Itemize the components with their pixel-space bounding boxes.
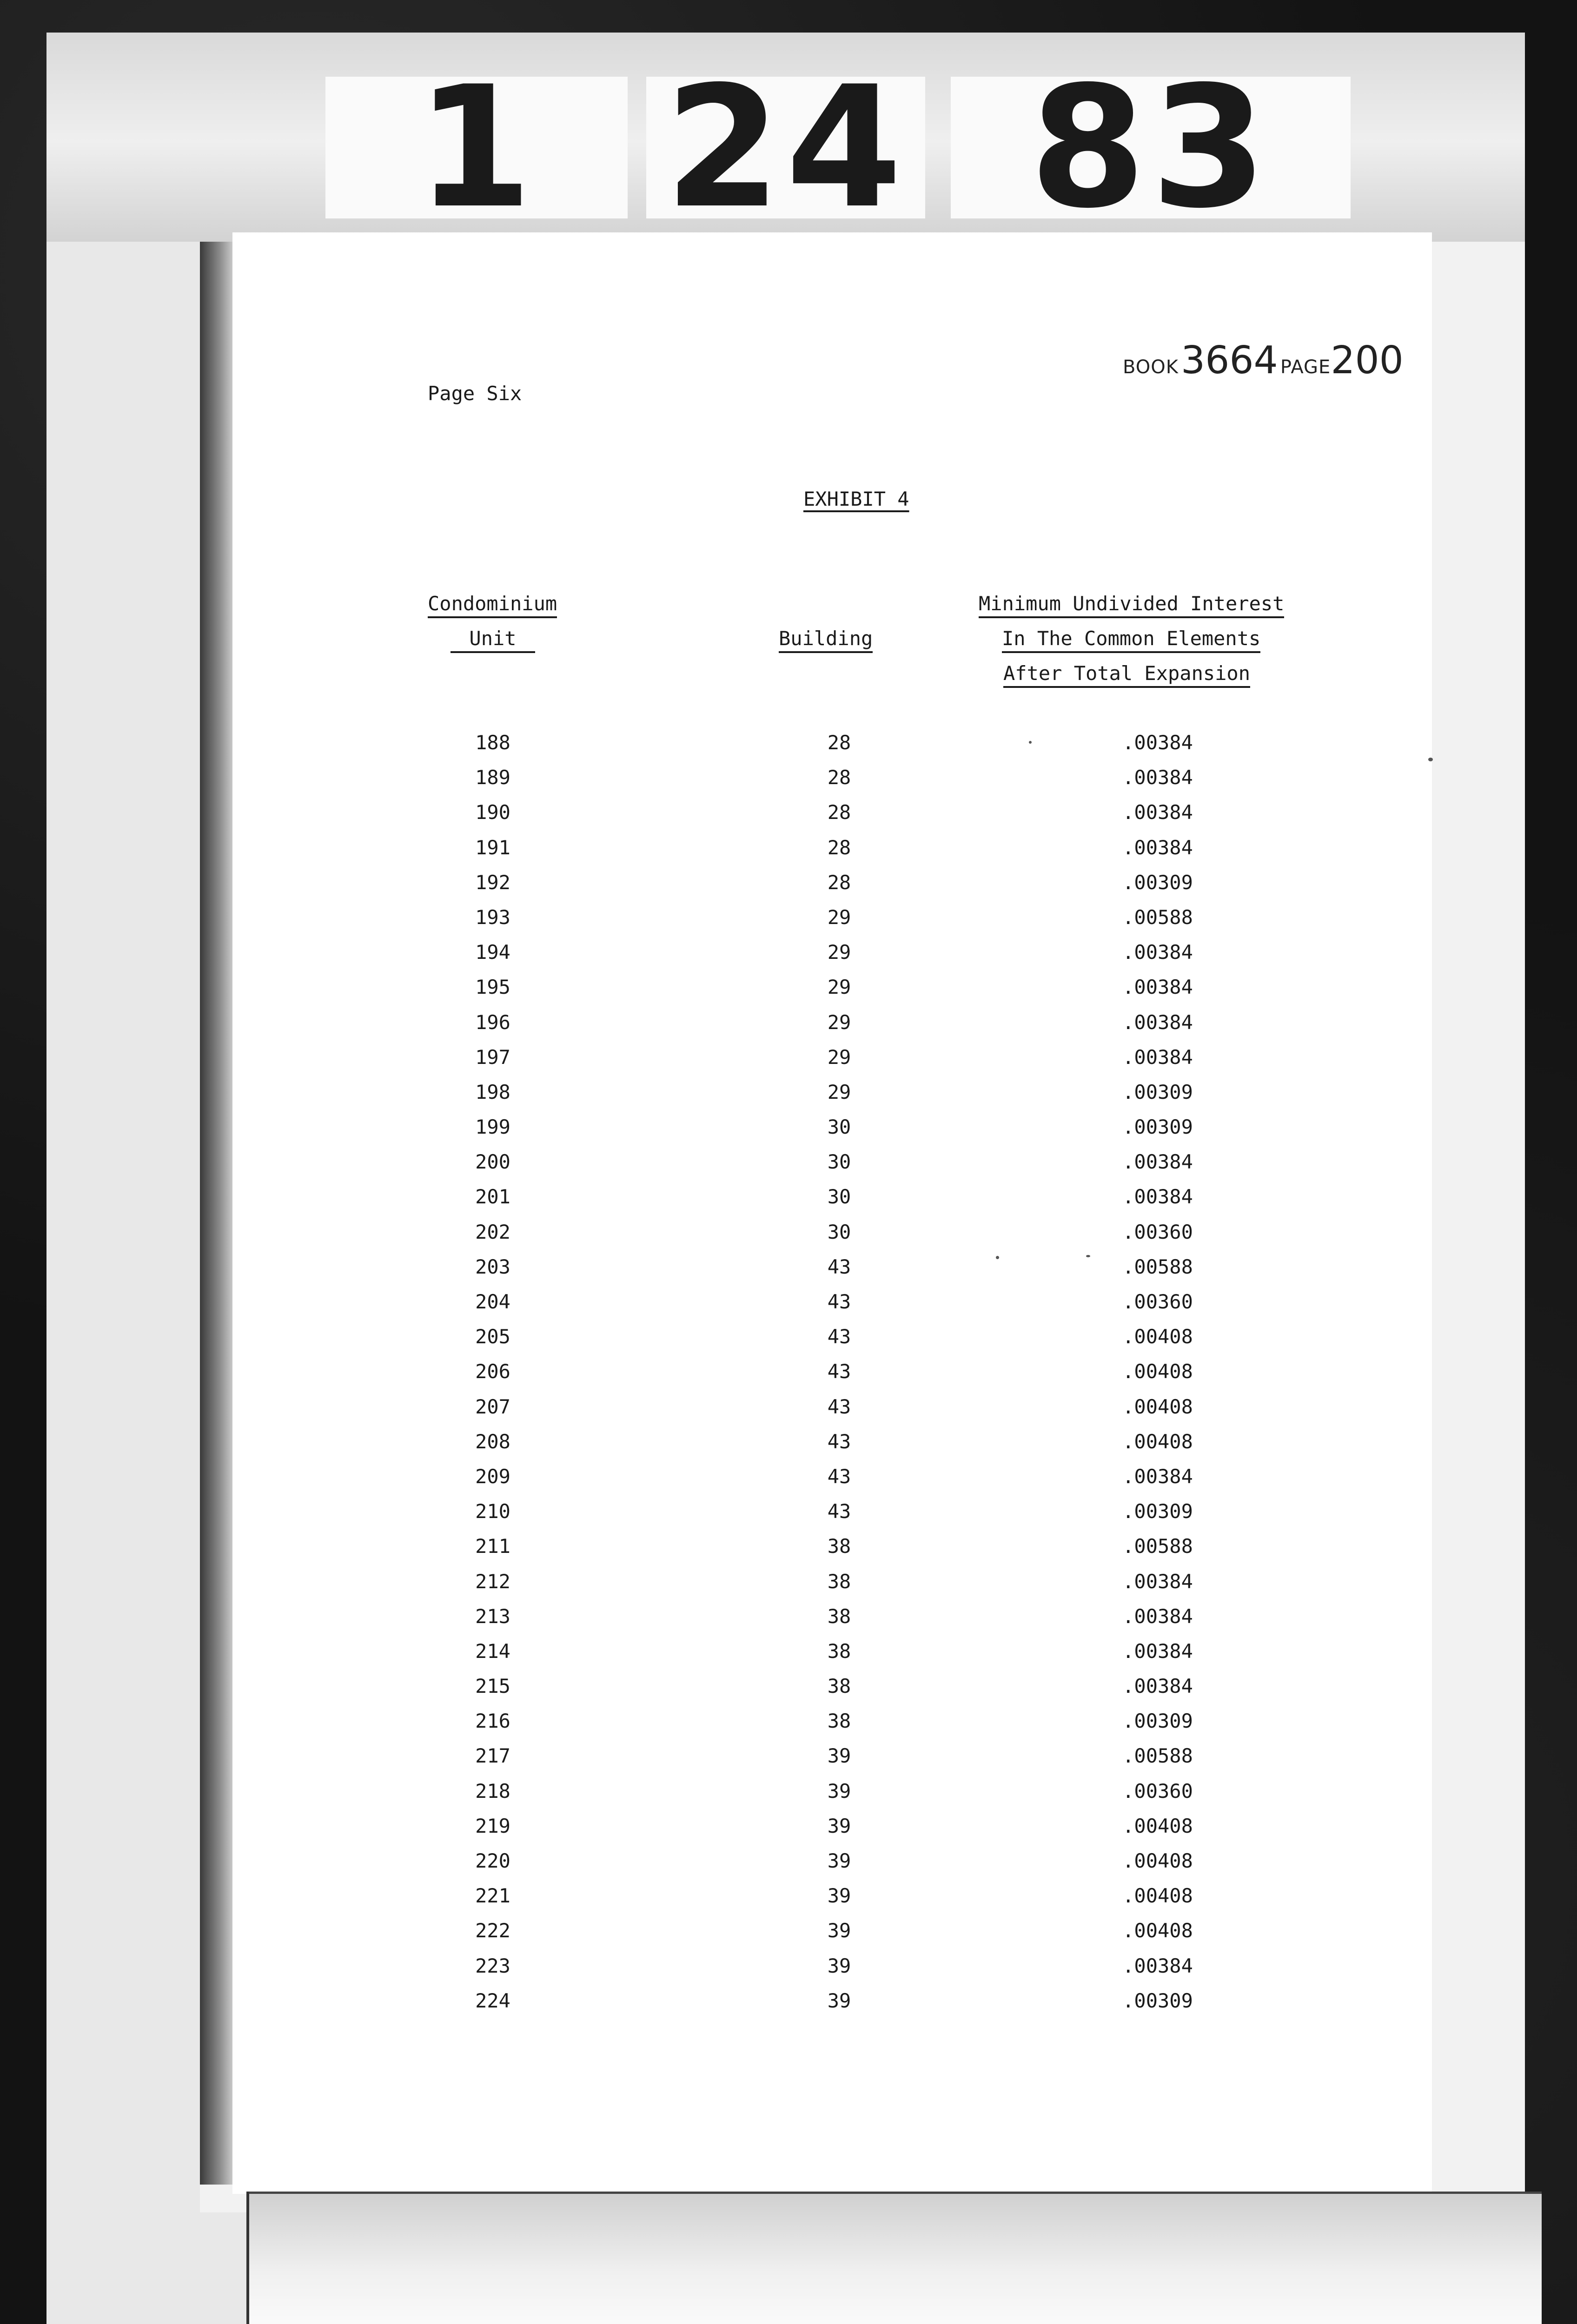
table-row <box>0 905 1577 943</box>
interest-cell: .00384 <box>1122 836 1193 859</box>
interest-cell: .00309 <box>1122 871 1193 894</box>
table-row <box>0 733 1577 768</box>
interest-cell: .00384 <box>1122 1045 1193 1069</box>
scan-speck <box>1029 741 1032 744</box>
unit-cell: 218 <box>475 1779 510 1802</box>
page-number: 200 <box>1331 338 1404 383</box>
table-row <box>0 1327 1577 1362</box>
building-cell: 28 <box>827 836 851 859</box>
book-label: BOOK <box>1123 357 1179 378</box>
building-cell: 39 <box>827 1989 851 2012</box>
table-row <box>0 1816 1577 1851</box>
building-cell: 39 <box>827 1954 851 1977</box>
frame-number-part-1: 1 <box>325 77 628 218</box>
header-interest-line2: In The Common Elements <box>1002 629 1260 653</box>
unit-cell: 222 <box>475 1919 510 1942</box>
book-number: 3664 <box>1181 338 1278 383</box>
unit-cell: 208 <box>475 1430 510 1453</box>
building-cell: 28 <box>827 731 851 754</box>
unit-cell: 191 <box>475 836 510 859</box>
unit-cell: 219 <box>475 1814 510 1837</box>
unit-cell: 217 <box>475 1744 510 1768</box>
header-unit-line1: Condominium <box>428 594 557 618</box>
building-cell: 39 <box>827 1884 851 1908</box>
interest-cell: .00360 <box>1122 1220 1193 1243</box>
unit-cell: 214 <box>475 1639 510 1663</box>
table-row <box>0 1956 1577 1991</box>
unit-cell: 201 <box>475 1185 510 1208</box>
table-row <box>0 1187 1577 1222</box>
exhibit-table-body <box>0 733 1577 2026</box>
table-row <box>0 1537 1577 1571</box>
unit-cell: 223 <box>475 1954 510 1977</box>
interest-cell: .00384 <box>1122 1150 1193 1174</box>
unit-cell: 207 <box>475 1395 510 1418</box>
building-cell: 43 <box>827 1500 851 1523</box>
table-row <box>0 1886 1577 1921</box>
interest-cell: .00408 <box>1122 1430 1193 1453</box>
building-cell: 30 <box>827 1185 851 1208</box>
building-cell: 38 <box>827 1604 851 1628</box>
building-cell: 29 <box>827 976 851 999</box>
unit-cell: 220 <box>475 1849 510 1872</box>
page-label: Page Six <box>428 382 522 405</box>
unit-cell: 210 <box>475 1500 510 1523</box>
table-row <box>0 1746 1577 1781</box>
interest-cell: .00309 <box>1122 1989 1193 2012</box>
table-row <box>0 1711 1577 1746</box>
unit-cell: 193 <box>475 905 510 929</box>
building-cell: 43 <box>827 1325 851 1348</box>
next-page-edge <box>246 2192 1542 2324</box>
header-interest-line3: After Total Expansion <box>1003 664 1250 688</box>
interest-cell: .00408 <box>1122 1919 1193 1942</box>
interest-cell: .00309 <box>1122 1500 1193 1523</box>
table-row <box>0 1257 1577 1292</box>
building-cell: 29 <box>827 941 851 964</box>
table-row <box>0 768 1577 803</box>
unit-cell: 224 <box>475 1989 510 2012</box>
interest-cell: .00384 <box>1122 1570 1193 1593</box>
building-cell: 38 <box>827 1535 851 1558</box>
table-row <box>0 1397 1577 1432</box>
table-row <box>0 1991 1577 2026</box>
interest-cell: .00384 <box>1122 1675 1193 1698</box>
interest-cell: .00384 <box>1122 976 1193 999</box>
unit-cell: 195 <box>475 976 510 999</box>
table-row <box>0 803 1577 838</box>
interest-cell: .00384 <box>1122 766 1193 789</box>
interest-cell: .00408 <box>1122 1395 1193 1418</box>
unit-cell: 199 <box>475 1116 510 1139</box>
building-cell: 43 <box>827 1395 851 1418</box>
interest-cell: .00384 <box>1122 1010 1193 1034</box>
table-row <box>0 1921 1577 1956</box>
building-cell: 39 <box>827 1849 851 1872</box>
unit-cell: 221 <box>475 1884 510 1908</box>
interest-cell: .00408 <box>1122 1884 1193 1908</box>
unit-cell: 203 <box>475 1255 510 1278</box>
unit-cell: 213 <box>475 1604 510 1628</box>
table-row <box>0 1432 1577 1467</box>
table-row <box>0 1292 1577 1327</box>
interest-cell: .00384 <box>1122 1604 1193 1628</box>
table-row <box>0 838 1577 873</box>
table-row <box>0 1639 1577 1677</box>
table-row <box>0 1677 1577 1711</box>
table-row <box>0 1362 1577 1397</box>
interest-cell: .00408 <box>1122 1849 1193 1872</box>
table-row <box>0 1222 1577 1257</box>
building-cell: 43 <box>827 1465 851 1488</box>
film-frame-strip <box>46 33 1525 251</box>
interest-cell: .00309 <box>1122 1710 1193 1733</box>
table-row <box>0 1152 1577 1187</box>
interest-cell: .00588 <box>1122 1255 1193 1278</box>
building-cell: 30 <box>827 1150 851 1174</box>
building-cell: 38 <box>827 1639 851 1663</box>
page-label-stamp: PAGE <box>1280 357 1331 378</box>
building-cell: 29 <box>827 1010 851 1034</box>
interest-cell: .00384 <box>1122 1639 1193 1663</box>
table-row <box>0 1779 1577 1816</box>
building-cell: 38 <box>827 1675 851 1698</box>
building-cell: 39 <box>827 1919 851 1942</box>
exhibit-title: EXHIBIT 4 <box>803 488 909 510</box>
frame-number-part-3: 83 <box>951 77 1351 218</box>
table-row <box>0 1572 1577 1607</box>
building-cell: 28 <box>827 766 851 789</box>
interest-cell: .00309 <box>1122 1080 1193 1103</box>
table-row <box>0 1045 1577 1083</box>
unit-cell: 216 <box>475 1710 510 1733</box>
interest-cell: .00588 <box>1122 1535 1193 1558</box>
table-row <box>0 873 1577 908</box>
interest-cell: .00588 <box>1122 1744 1193 1768</box>
unit-cell: 205 <box>475 1325 510 1348</box>
unit-cell: 200 <box>475 1150 510 1174</box>
unit-cell: 211 <box>475 1535 510 1558</box>
book-page-stamp <box>1123 338 1404 383</box>
building-cell: 43 <box>827 1290 851 1313</box>
unit-cell: 202 <box>475 1220 510 1243</box>
unit-cell: 204 <box>475 1290 510 1313</box>
building-cell: 43 <box>827 1255 851 1278</box>
building-cell: 43 <box>827 1430 851 1453</box>
unit-cell: 194 <box>475 941 510 964</box>
building-cell: 39 <box>827 1744 851 1768</box>
building-cell: 38 <box>827 1570 851 1593</box>
table-row <box>0 1604 1577 1642</box>
unit-cell: 188 <box>475 731 510 754</box>
building-cell: 29 <box>827 1080 851 1103</box>
table-row <box>0 1117 1577 1152</box>
interest-cell: .00360 <box>1122 1290 1193 1313</box>
header-building: Building <box>779 629 873 653</box>
unit-cell: 198 <box>475 1080 510 1103</box>
table-row <box>0 1851 1577 1886</box>
header-interest-line1: Minimum Undivided Interest <box>979 594 1284 618</box>
interest-cell: .00360 <box>1122 1779 1193 1802</box>
building-cell: 43 <box>827 1360 851 1383</box>
interest-cell: .00588 <box>1122 905 1193 929</box>
unit-cell: 215 <box>475 1675 510 1698</box>
table-row <box>0 1467 1577 1502</box>
building-cell: 39 <box>827 1779 851 1802</box>
table-row <box>0 1080 1577 1117</box>
unit-cell: 196 <box>475 1010 510 1034</box>
unit-cell: 197 <box>475 1045 510 1069</box>
building-cell: 29 <box>827 905 851 929</box>
table-row <box>0 1502 1577 1537</box>
frame-number-part-2: 24 <box>646 77 925 218</box>
interest-cell: .00384 <box>1122 731 1193 754</box>
building-cell: 30 <box>827 1116 851 1139</box>
interest-cell: .00384 <box>1122 1465 1193 1488</box>
unit-cell: 209 <box>475 1465 510 1488</box>
unit-cell: 206 <box>475 1360 510 1383</box>
unit-cell: 189 <box>475 766 510 789</box>
table-row <box>0 977 1577 1012</box>
interest-cell: .00408 <box>1122 1360 1193 1383</box>
unit-cell: 192 <box>475 871 510 894</box>
header-unit-line2: Unit <box>428 629 558 653</box>
scan-speck <box>1428 758 1433 761</box>
scan-speck <box>1086 1255 1090 1257</box>
building-cell: 38 <box>827 1710 851 1733</box>
page-edge-line <box>249 2192 1542 2194</box>
building-cell: 29 <box>827 1045 851 1069</box>
table-row <box>0 943 1577 977</box>
unit-cell: 212 <box>475 1570 510 1593</box>
building-cell: 30 <box>827 1220 851 1243</box>
table-row <box>0 1010 1577 1048</box>
building-cell: 28 <box>827 801 851 824</box>
unit-cell: 190 <box>475 801 510 824</box>
interest-cell: .00384 <box>1122 801 1193 824</box>
interest-cell: .00384 <box>1122 941 1193 964</box>
building-cell: 28 <box>827 871 851 894</box>
interest-cell: .00309 <box>1122 1116 1193 1139</box>
interest-cell: .00408 <box>1122 1325 1193 1348</box>
scan-speck <box>996 1256 999 1259</box>
interest-cell: .00408 <box>1122 1814 1193 1837</box>
interest-cell: .00384 <box>1122 1954 1193 1977</box>
building-cell: 39 <box>827 1814 851 1837</box>
interest-cell: .00384 <box>1122 1185 1193 1208</box>
